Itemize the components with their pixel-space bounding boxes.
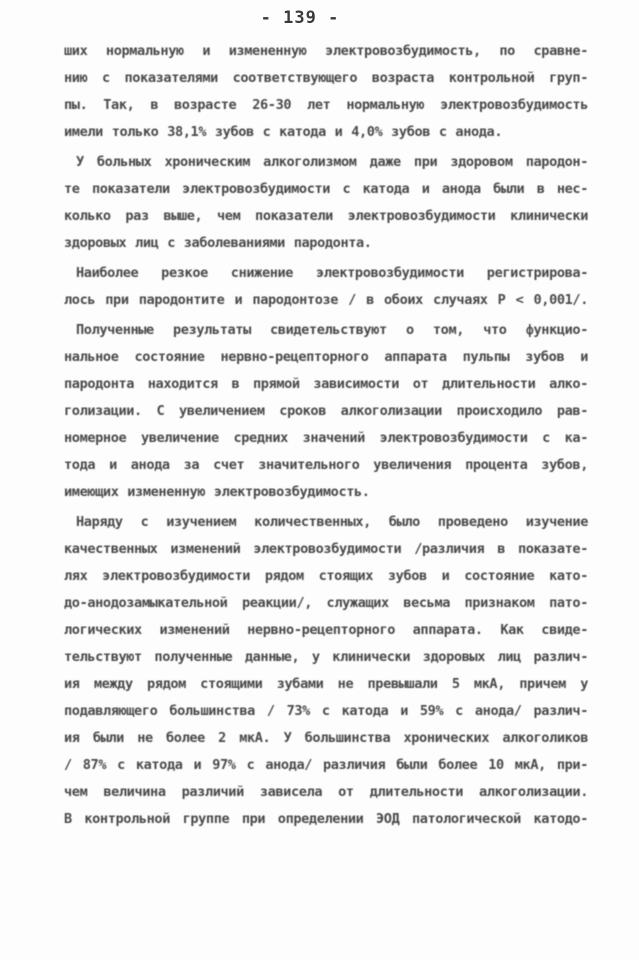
text-line: до-анодозамыкательной реакции/, служащих весьма признаком пато-	[64, 595, 588, 611]
text-line: / 87% с катода и 97% с анода/ различия были более 10 мкА, при-	[64, 757, 588, 773]
text-line: голизации. С увеличением сроков алкоголизации происходило рав-	[64, 403, 588, 419]
text-line: имеющих измененную электровозбудимость.	[64, 484, 370, 500]
text-line: логических изменений нервно-рецепторного аппарата. Как свиде-	[64, 622, 588, 638]
text-line: чем величина различий зависела от длительности алкоголизации.	[64, 784, 588, 800]
text-line: нию с показателями соответствующего возраста контрольной груп-	[64, 70, 588, 86]
text-line: нальное состояние нервно-рецепторного аппарата пульпы зубов и	[64, 349, 588, 365]
text-line: колько раз выше, чем показатели электровозбудимости клинически	[64, 208, 588, 224]
text-line: лях электровозбудимости рядом стоящих зубов и состояние като-	[64, 568, 588, 584]
text-line: пы. Так, в возрасте 26-30 лет нормальную электровозбудимость	[64, 97, 588, 113]
text-line: номерное увеличение средних значений электровозбудимости с ка-	[64, 430, 588, 446]
text-line: Полученные результаты свидетельствуют о том, что функцио-	[76, 322, 588, 338]
text-line: У больных хроническим алкоголизмом даже при здоровом пародон-	[76, 154, 588, 170]
text-line: подавляющего большинства / 73% с катода и 59% с анода/ различ-	[64, 703, 588, 719]
text-line: ия были не более 2 мкА. У большинства хронических алкоголиков	[64, 730, 588, 746]
text-line: здоровых лиц с заболеваниями пародонта.	[64, 235, 372, 251]
page-number: - 139 -	[260, 8, 340, 28]
body-text	[64, 38, 588, 833]
text-line: ших нормальную и измененную электровозбудимость, по сравне-	[64, 43, 588, 59]
text-line: те показатели электровозбудимости с катода и анода были в нес-	[64, 181, 588, 197]
text-line: В контрольной группе при определении ЭОД патологической катодо-	[64, 811, 588, 827]
text-line: качественных изменений электровозбудимости /различия в показате-	[64, 541, 588, 557]
text-line: тельствуют полученные данные, у клинически здоровых лиц различ-	[64, 649, 588, 665]
text-line: Наряду с изучением количественных, было проведено изучение	[76, 514, 588, 530]
text-line: тода и анода за счет значительного увеличения процента зубов,	[64, 457, 588, 473]
text-line: имели только 38,1% зубов с катода и 4,0% зубов с анода.	[64, 124, 503, 140]
text-line: лось при пародонтите и пародонтозе / в обоих случаях P < 0,001/.	[64, 292, 588, 308]
text-line: Наиболее резкое снижение электровозбудимости регистрирова-	[76, 265, 588, 281]
text-line: ия между рядом стоящими зубами не превышали 5 мкА, причем у	[64, 676, 588, 692]
text-line: пародонта находится в прямой зависимости от длительности алко-	[64, 376, 588, 392]
